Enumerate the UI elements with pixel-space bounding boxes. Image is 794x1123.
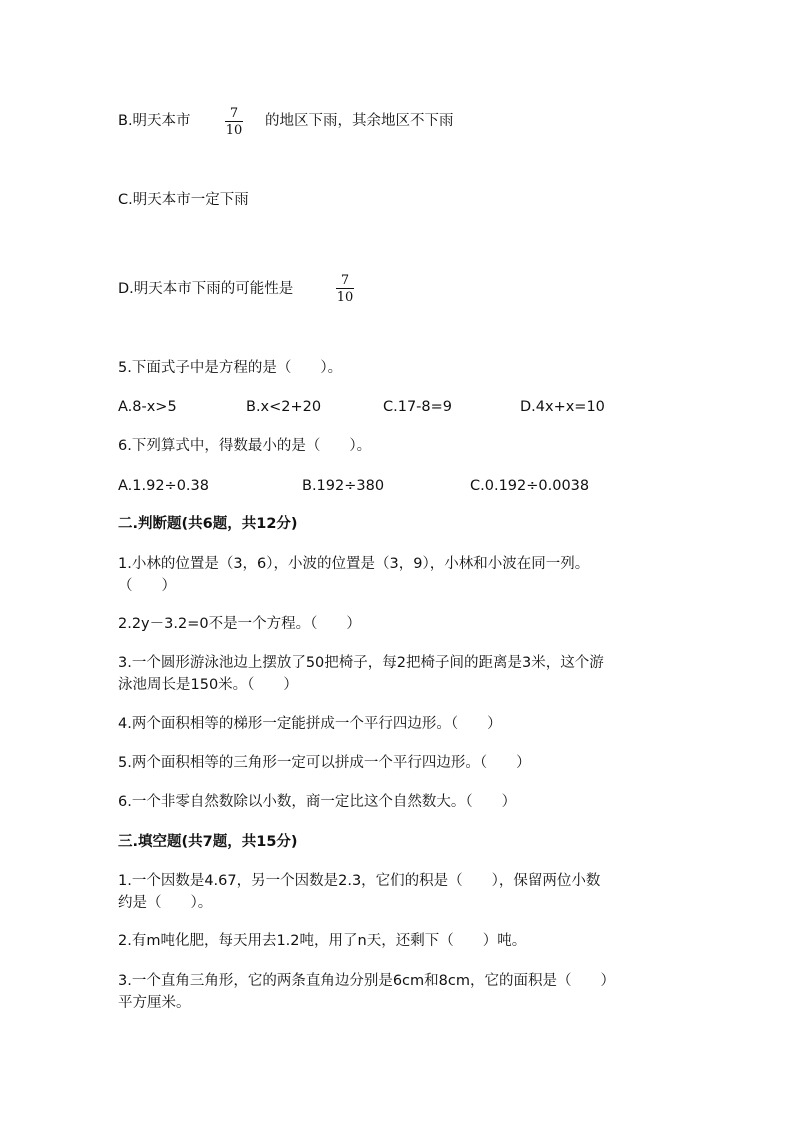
question-line: 5.两个面积相等的三角形一定可以拼成一个平行四边形。（ ） xyxy=(118,755,531,771)
question-line: 6.一个非零自然数除以小数，商一定比这个自然数大。（ ） xyxy=(118,794,517,810)
q4-option-c xyxy=(118,190,249,210)
question-line: 3.一个圆形游泳池边上摆放了50把椅子，每2把椅子间的距离是3米，这个游 xyxy=(118,655,604,671)
q5-option-d: D.4x+x=10 xyxy=(520,399,605,415)
q4-option-b-fraction xyxy=(225,106,243,138)
q5-option-a: A.8-x>5 xyxy=(118,399,177,415)
q4-option-b-suffix: 的地区下雨，其余地区不下雨 xyxy=(265,113,454,129)
s2-question-4 xyxy=(118,713,678,735)
s2-question-5 xyxy=(118,752,678,774)
s2-question-1 xyxy=(118,553,678,597)
q6-option-a: A.1.92÷0.38 xyxy=(118,478,209,494)
section3-heading: 三.填空题(共7题，共15分) xyxy=(118,834,298,850)
q6-stem: 6.下列算式中，得数最小的是（ ）。 xyxy=(118,438,372,454)
question-line: 1.小林的位置是（3，6），小波的位置是（3，9），小林和小波在同一列。 xyxy=(118,556,590,572)
q4-option-b-prefix: B.明天本市 xyxy=(118,113,191,129)
fraction-numerator: 7 xyxy=(340,273,350,288)
q4-option-d-fraction xyxy=(336,273,354,305)
s2-question-3 xyxy=(118,652,678,696)
q4-option-c-text: C.明天本市一定下雨 xyxy=(118,192,249,208)
question-line: 2.有m吨化肥，每天用去1.2吨，用了n天，还剩下（ ）吨。 xyxy=(118,933,527,949)
question-line: 平方厘米。 xyxy=(118,995,191,1011)
q5-option-b: B.x<2+20 xyxy=(246,399,322,415)
q4-option-b xyxy=(118,111,191,131)
q5-stem: 5.下面式子中是方程的是（ ）。 xyxy=(118,360,343,376)
s3-question-2 xyxy=(118,930,678,952)
question-line: 泳池周长是150米。（ ） xyxy=(118,677,298,693)
section2-heading: 二.判断题(共6题，共12分) xyxy=(118,516,298,532)
q4-option-b-suffix-line xyxy=(265,111,454,131)
question-line: 4.两个面积相等的梯形一定能拼成一个平行四边形。（ ） xyxy=(118,716,502,732)
question-line: 2.2y－3.2=0不是一个方程。（ ） xyxy=(118,616,361,632)
fraction-denominator: 10 xyxy=(225,123,243,138)
fraction-denominator: 10 xyxy=(336,290,354,305)
s3-question-1 xyxy=(118,870,678,914)
question-line: 1.一个因数是4.67，另一个因数是2.3，它们的积是（ ），保留两位小数 xyxy=(118,873,601,889)
fraction-numerator: 7 xyxy=(229,106,239,121)
question-line: 约是（ ）。 xyxy=(118,895,213,911)
question-line: 3.一个直角三角形，它的两条直角边分别是6cm和8cm，它的面积是（ ） xyxy=(118,973,615,989)
q6-option-c: C.0.192÷0.0038 xyxy=(470,478,590,494)
q6-option-b: B.192÷380 xyxy=(302,478,385,494)
q5-option-c: C.17-8=9 xyxy=(383,399,453,415)
q4-option-d-prefix: D.明天本市下雨的可能性是 xyxy=(118,281,294,297)
question-line: （ ） xyxy=(118,578,176,594)
s2-question-2 xyxy=(118,613,678,635)
s2-question-6 xyxy=(118,791,678,813)
s3-question-3 xyxy=(118,970,678,1014)
q4-option-d xyxy=(118,279,293,299)
